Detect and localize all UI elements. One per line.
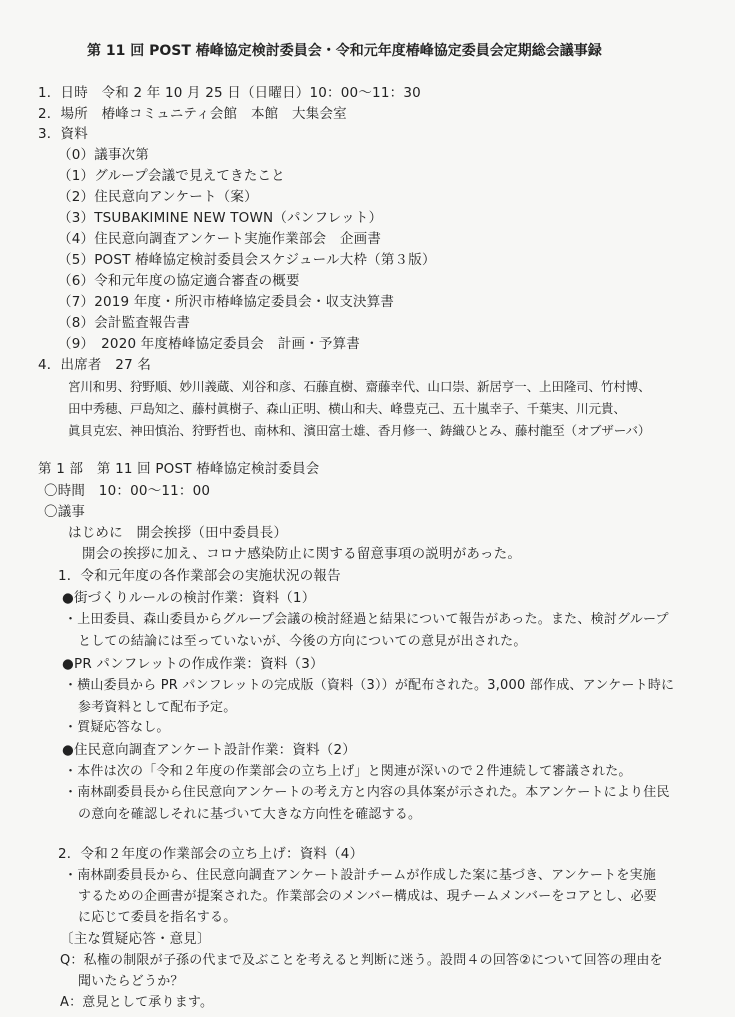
question-text: Q：私権の制限が子孫の代まで及ぶことを考えると判断に迷う。設問４の回答②について回答の理由を [60,953,663,968]
qa-heading: 〔主な質疑応答・意見〕 [60,931,211,947]
item1-heading: 1．令和元年度の各作業部会の実施状況の報告 [58,568,341,584]
material-item: （0）議事次第 [58,147,149,163]
material-item: （4）住民意向調査アンケート実施作業部会 企画書 [58,231,382,247]
bullet-text: ・南林副委員長から、住民意向調査アンケート設計チームが作成した案に基づき、アンケートを実施 [64,868,656,883]
bullet-text: ・本件は次の「令和２年度の作業部会の立ち上げ」と関連が深いので２件連続して審議された。 [64,764,632,779]
agenda-heading: 〇議事 [44,504,86,520]
part1-title: 第 1 部 第 11 回 POST 椿峰協定検討委員会 [38,461,320,477]
subitem-heading: ●街づくりルールの検討作業：資料（1） [62,590,316,606]
bullet-text: ・上田委員、森山委員からグループ会議の検討経過と結果について報告があった。また、検討グループ [64,612,669,627]
answer-text: A：意見として承ります。 [60,995,214,1010]
question-text: 聞いたらどうか？ [78,974,184,989]
material-item: （9） 2020 年度椿峰協定委員会 計画・予算書 [58,336,360,352]
bullet-text: するための企画書が提案された。作業部会のメンバー構成は、現チームメンバーをコアとし、必要 [78,889,657,904]
subitem-heading: ●PR パンフレットの作成作業：資料（3） [62,656,324,672]
item2-heading: 2．令和２年度の作業部会の立ち上げ：資料（4） [58,846,364,862]
datetime-line: 1．日時 令和 2 年 10 月 25 日（日曜日）10：00～11：30 [38,85,421,101]
attendees-line: 眞貝克宏、神田慎治、狩野哲也、南林和、濱田富士雄、香月修一、鋳織ひとみ、藤村龍至（オブザーバ） [68,423,651,438]
document-title: 第 11 回 POST 椿峰協定検討委員会・令和元年度椿峰協定委員会定期総会議事録 [87,43,602,59]
material-item: （8）会計監査報告書 [58,315,191,331]
materials-heading: 3．資料 [38,126,88,142]
material-item: （6）令和元年度の協定適合審査の概要 [58,273,300,289]
time-line: 〇時間 10：00～11：00 [44,483,211,499]
attendees-line: 田中秀穂、戸島知之、藤村眞樹子、森山正明、横山和夫、峰豊克己、五十嵐幸子、千葉実、川元貴、 [68,401,626,416]
attendees-heading: 4．出席者 27 名 [38,357,152,373]
material-item: （2）住民意向アンケート（案） [58,189,258,205]
bullet-text: 参考資料として配布予定。 [78,700,237,715]
material-item: （5）POST 椿峰協定検討委員会スケジュール大枠（第３版） [58,252,436,268]
bullet-text: に応じて委員を指名する。 [78,910,237,925]
bullet-text: としての結論には至っていないが、今後の方向についての意見が出された。 [78,634,527,649]
opening-description: 開会の挨拶に加え、コロナ感染防止に関する留意事項の説明があった。 [82,546,522,562]
bullet-text: ・質疑応答なし。 [64,720,170,735]
bullet-text: ・横山委員から PR パンフレットの完成版（資料（3））が配布された。3,000 部作成、アンケート時に [64,678,675,693]
material-item: （7）2019 年度・所沢市椿峰協定委員会・収支決算書 [58,294,395,310]
subitem-heading: ●住民意向調査アンケート設計作業：資料（2） [62,742,356,758]
attendees-line: 宮川和男、狩野順、妙川義蔵、刈谷和彦、石藤直樹、齋藤幸代、山口崇、新居亨一、上田隆司、竹村博、 [68,379,651,394]
bullet-text: の意向を確認しそれに基づいて大きな方向性を確認する。 [78,807,422,822]
bullet-text: ・南林副委員長から住民意向アンケートの考え方と内容の具体案が示された。本アンケートにより住民 [64,785,670,800]
material-item: （1）グループ会議で見えてきたこと [58,168,285,184]
venue-line: 2．場所 椿峰コミュニティ会館 本館 大集会室 [38,106,347,122]
material-item: （3）TSUBAKIMINE NEW TOWN（パンフレット） [58,210,383,226]
opening-heading: はじめに 開会挨拶（田中委員長） [68,525,288,541]
